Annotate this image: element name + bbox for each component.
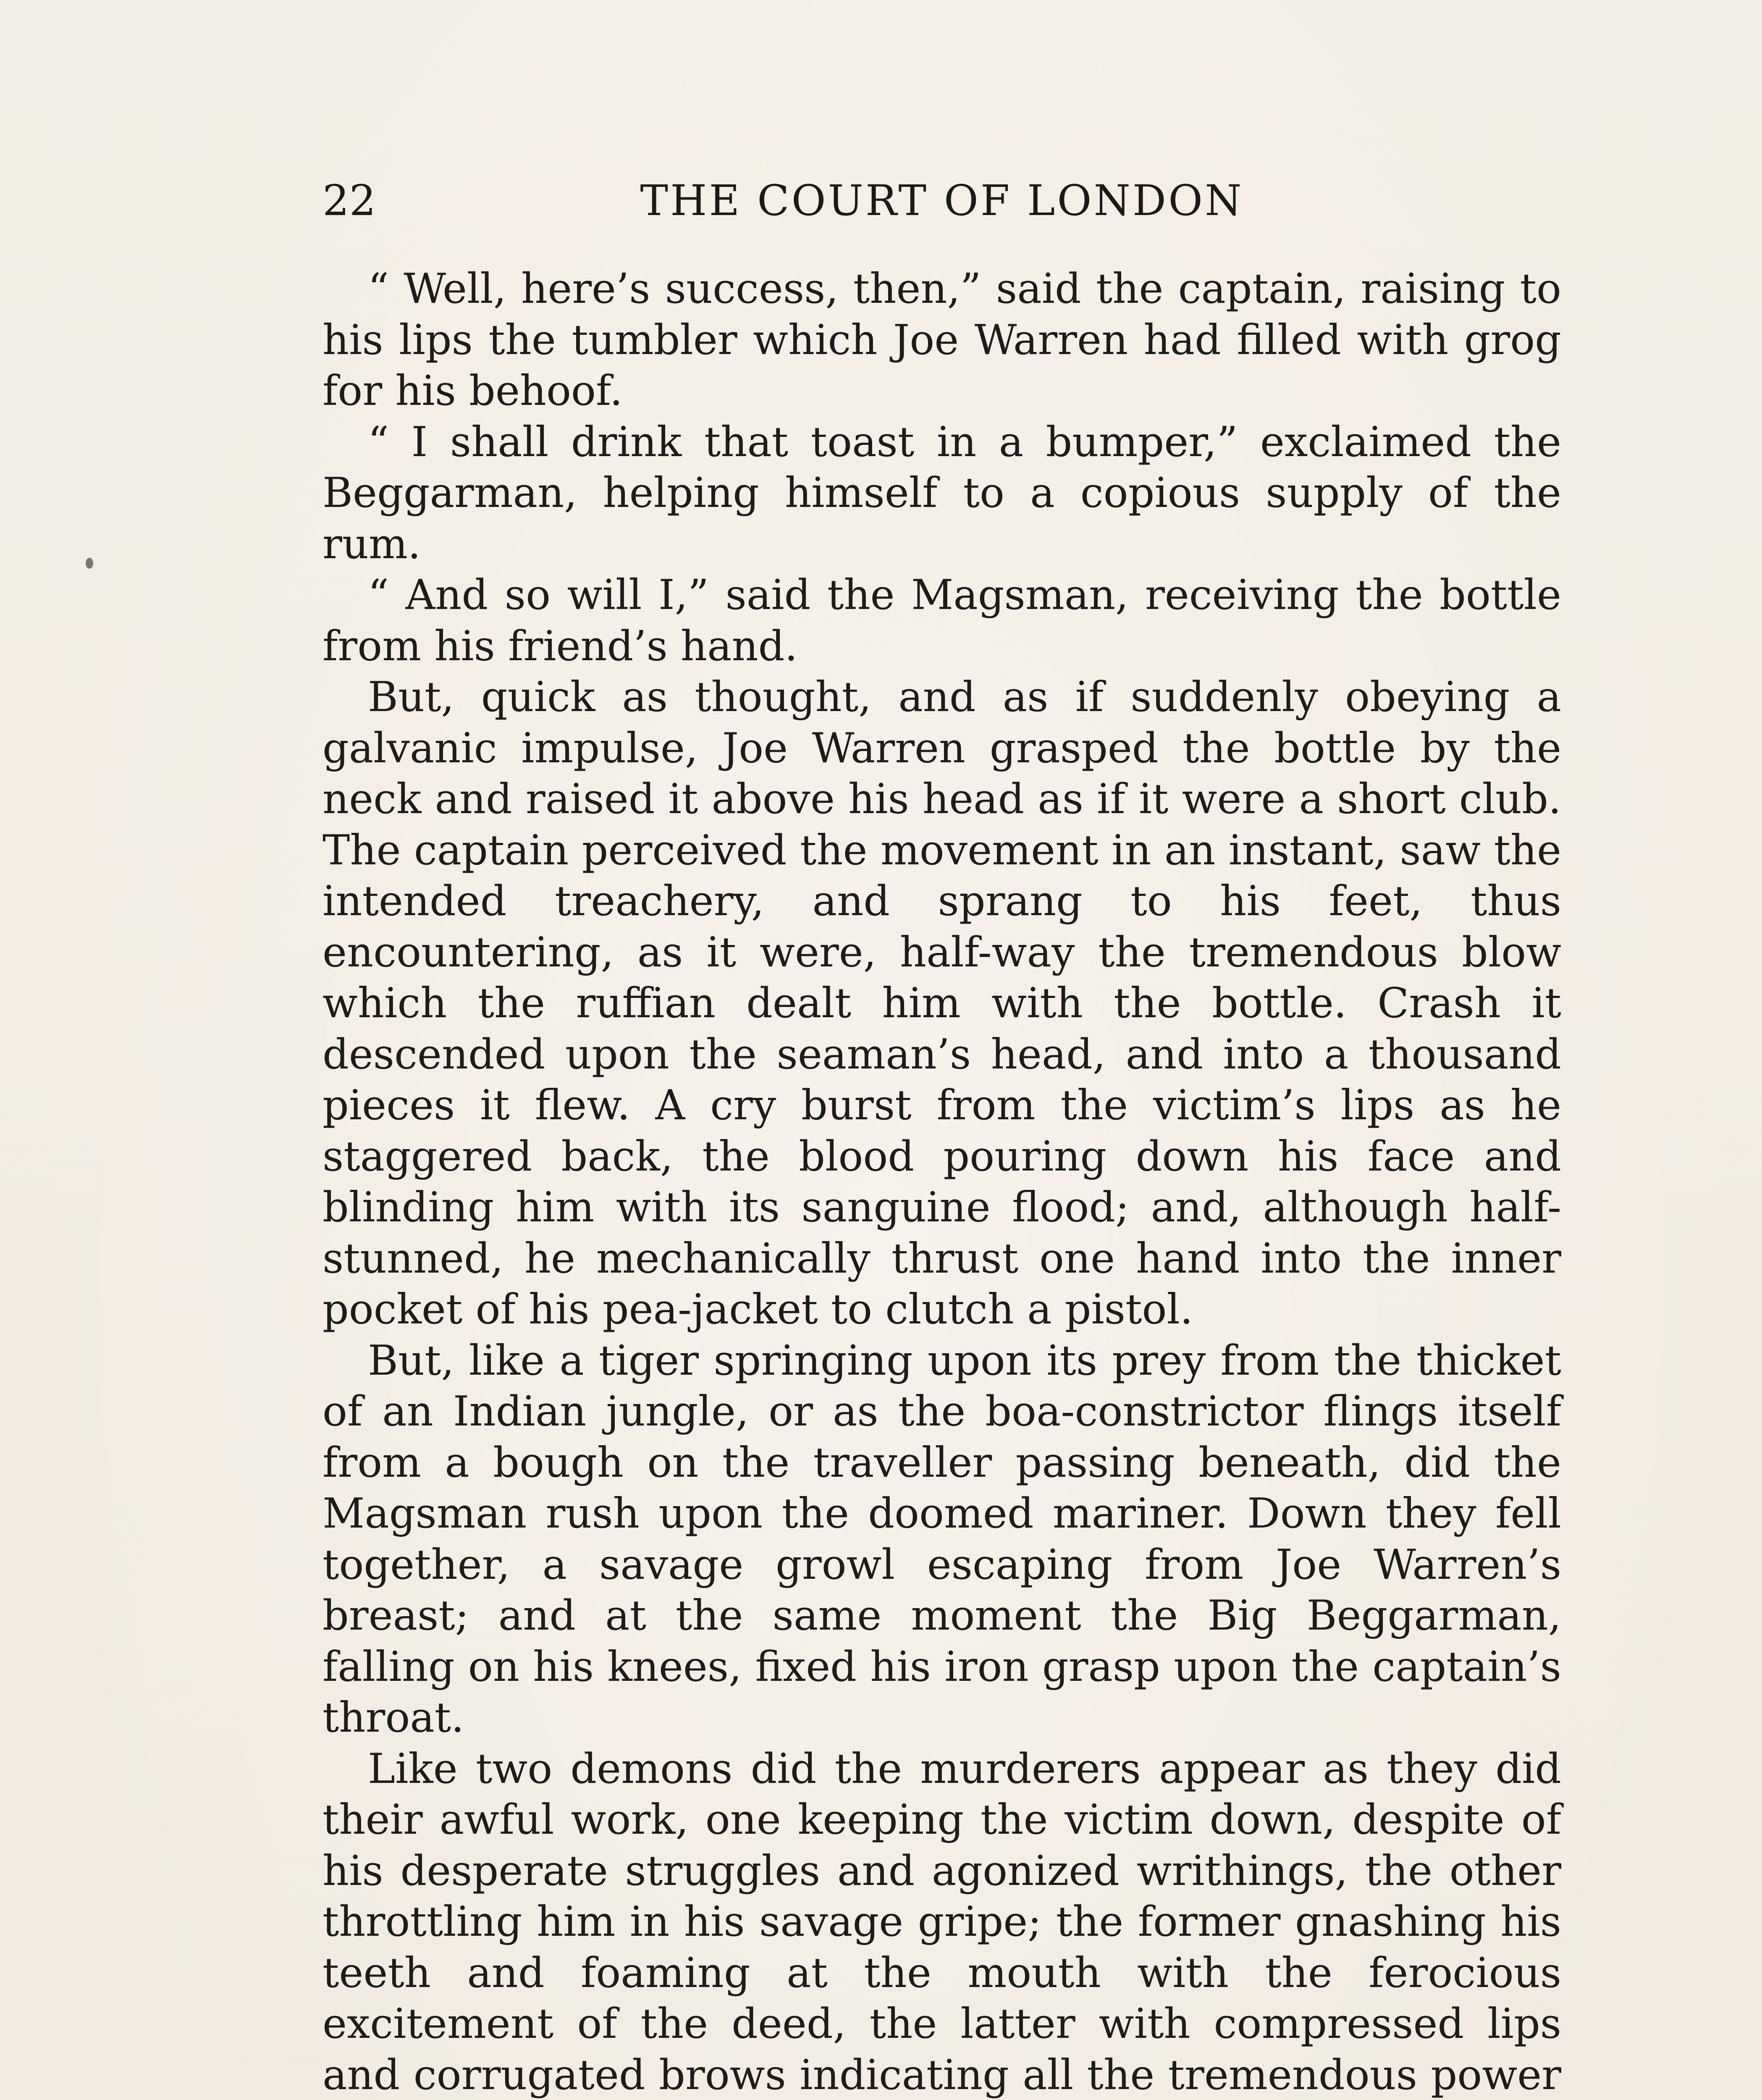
paragraph: But, like a tiger springing upon its prey from the thicket of an Indian jungle, or as the boa-constrictor flings itself from a bough on the traveller passing beneath, did the Magsman rush upon the doomed mariner. Down they fell together, a savage growl escaping from Joe Warren’s breast; and at the same moment the Big Beggarman, falling on his knees, fixed his iron grasp upon the captain’s throat. [323,1336,1561,1742]
running-title: THE COURT OF LONDON [640,176,1244,225]
paragraph: “ And so will I,” said the Magsman, receiving the bottle from his friend’s hand. [323,571,1561,670]
body-text [323,264,1561,2100]
page-number: 22 [323,176,376,225]
paragraph: “ Well, here’s success, then,” said the captain, raising to his lips the tumbler which Joe Warren had filled with grog for his behoof. [323,265,1561,415]
ink-speck [86,558,93,569]
paragraph: Like two demons did the murderers appear as they did their awful work, one keeping the victim down, despite of his desperate struggles and agonized writhings, the other throttling him in his savage gripe; the former gnashing his teeth and foaming at the mouth with the ferocious excitement of the deed, the latter with compressed lips and corrugated brows indicating all the tremendous power [323,1745,1561,2099]
paragraph: “ I shall drink that toast in a bumper,” exclaimed the Beggarman, helping himself to a copious supply of the rum. [323,418,1561,568]
paragraph: But, quick as thought, and as if suddenly obeying a galvanic impulse, Joe Warren grasped the bottle by the neck and raised it above his head as if it were a short club. The captain perceived the movement in an instant, saw the intended treachery, and sprang to his feet, thus encountering, as it were, half-way the tremendous blow which the ruffian dealt him with the bottle. Crash it descended upon the seaman’s head, and into a thousand pieces it flew. A cry burst from the victim’s lips as he staggered back, the blood pouring down his face and blinding him with its sanguine flood; and, although half-stunned, he mechanically thrust one hand into the inner pocket of his pea-jacket to clutch a pistol. [323,673,1561,1334]
page-header [323,171,1561,230]
